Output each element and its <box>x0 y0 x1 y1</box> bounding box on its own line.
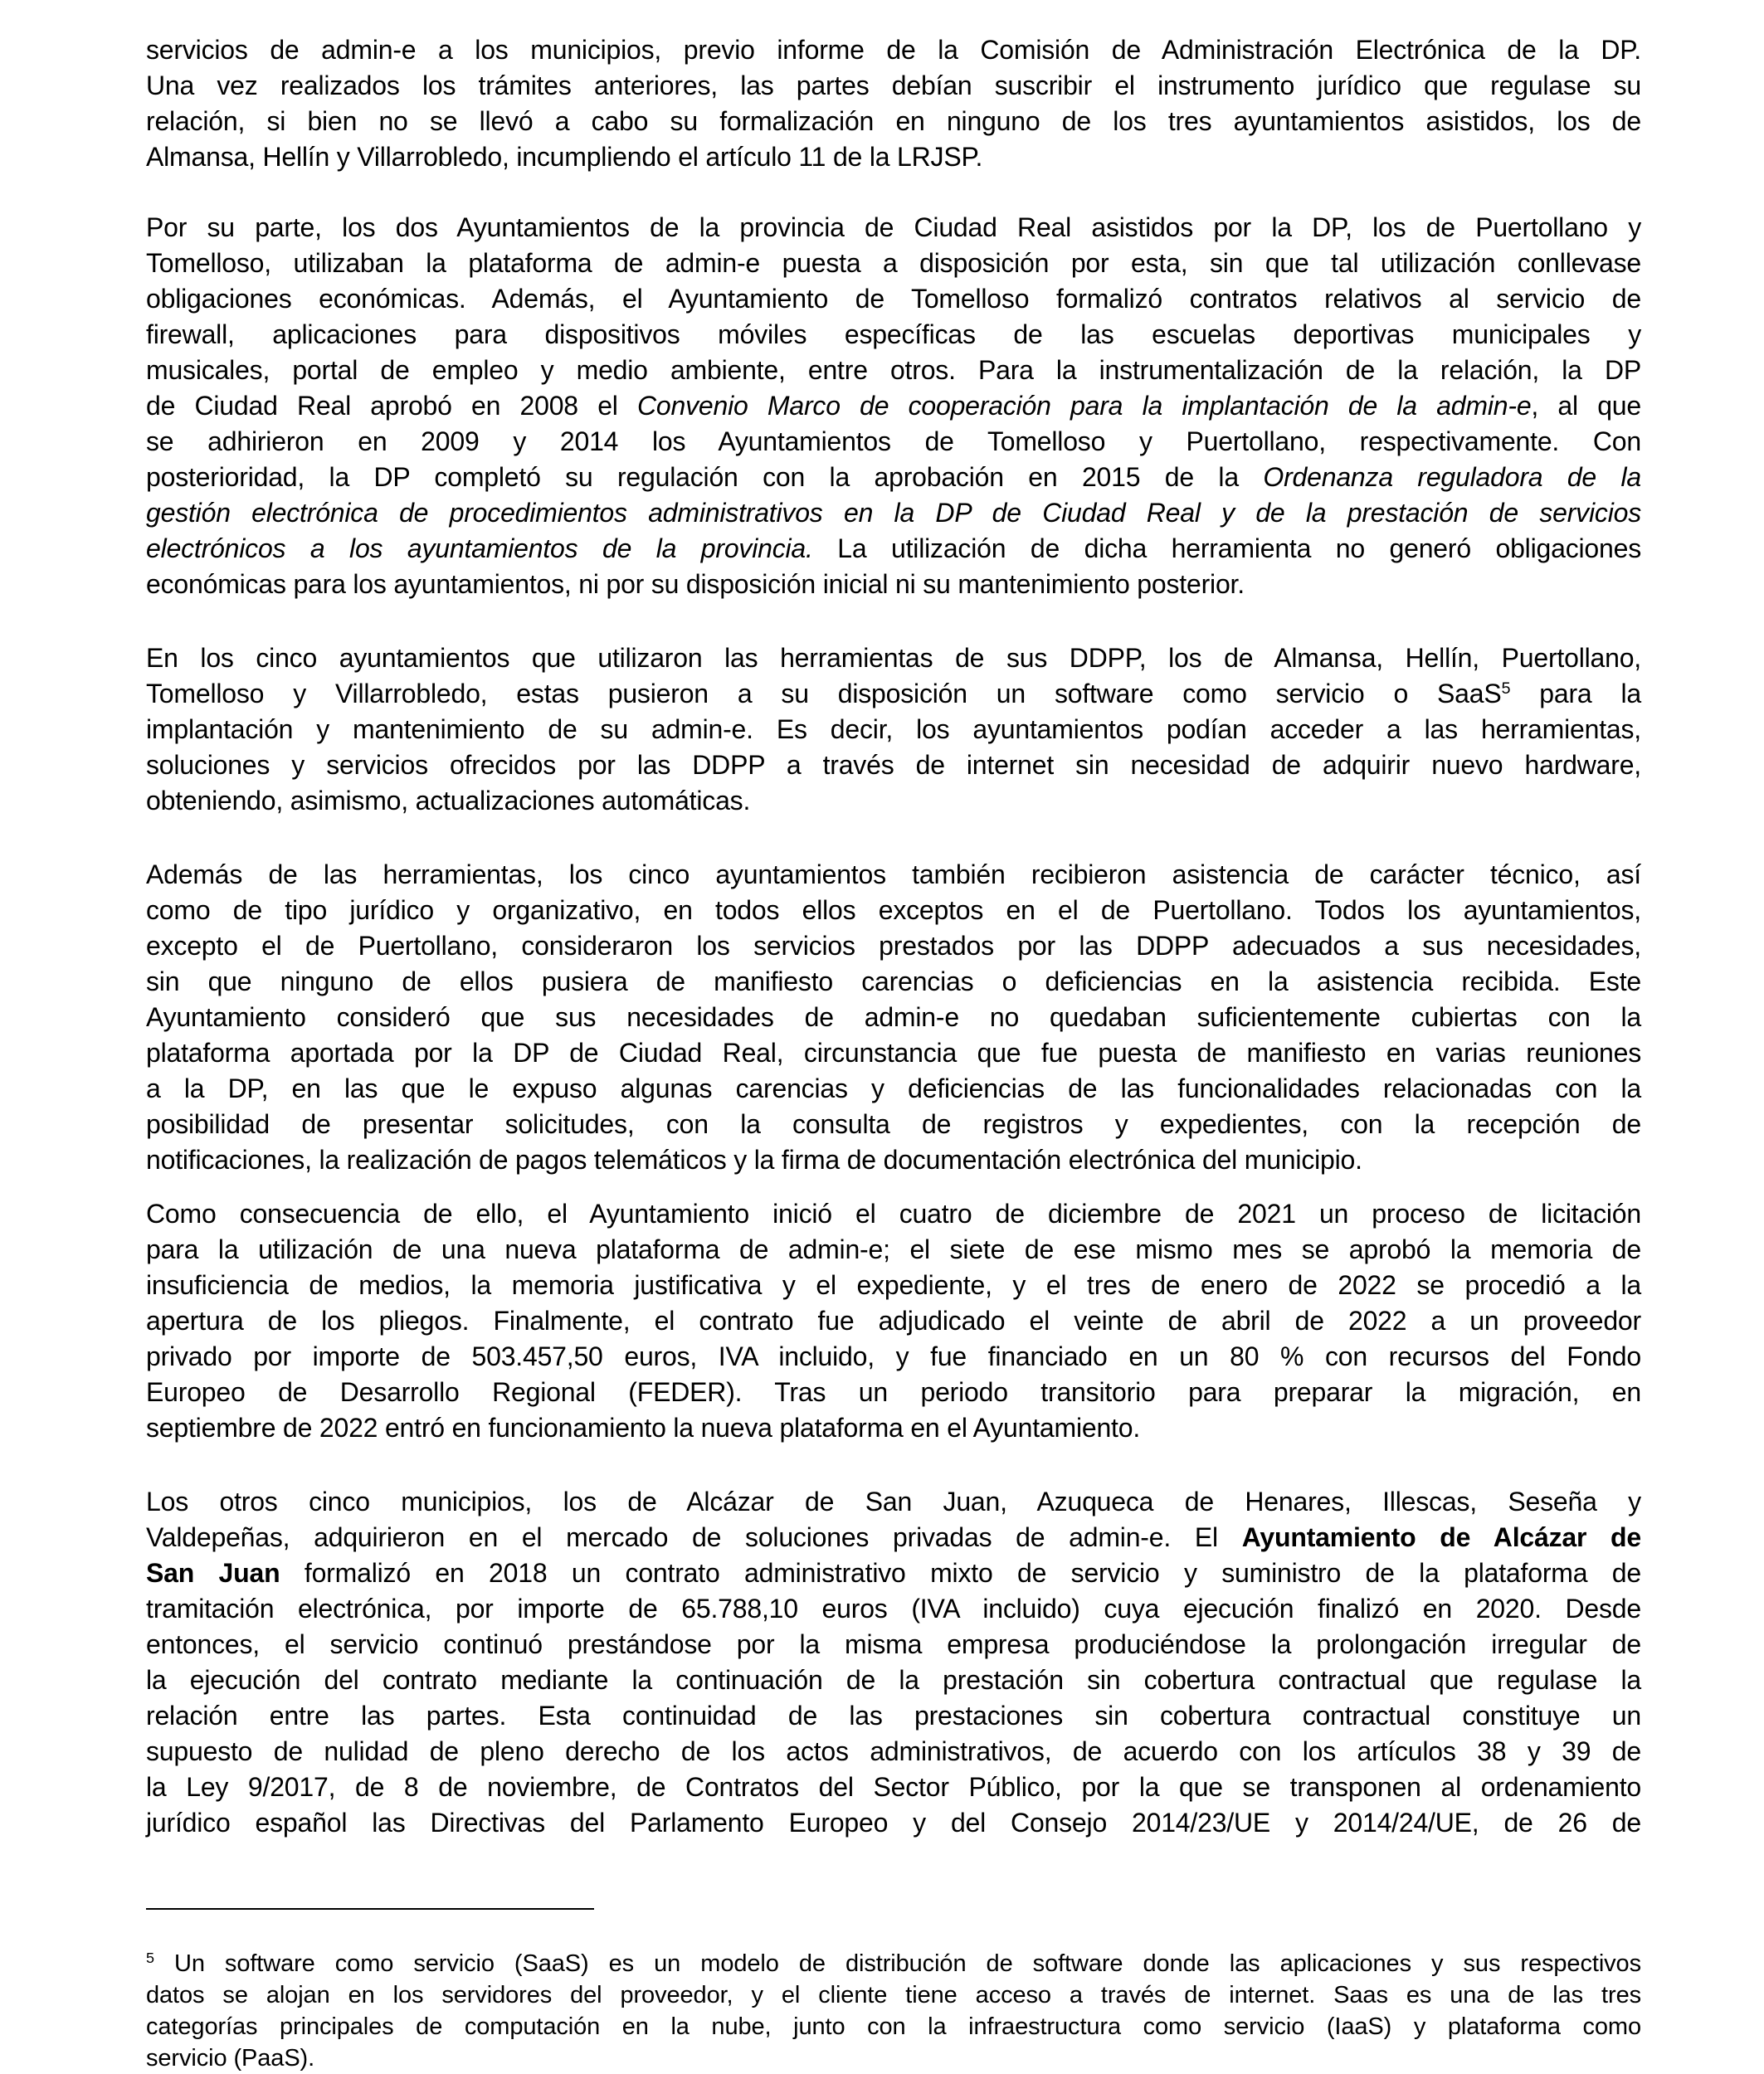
text-segment: Ayuntamiento consideró que sus necesidades de admin-e no quedaban suficientemente cubiertas con la <box>146 1002 1641 1032</box>
text-segment: apertura de los pliegos. Finalmente, el contrato fue adjudicado el veinte de abril de 2022 a un proveedor <box>146 1306 1641 1336</box>
text-line <box>146 1000 1641 1035</box>
text-segment: obligaciones económicas. Además, el Ayuntamiento de Tomelloso formalizó contratos relativos al servicio de <box>146 284 1641 314</box>
text-segment: notificaciones, la realización de pagos telemáticos y la firma de documentación electrónica del municipio. <box>146 1145 1362 1175</box>
text-line <box>146 1734 1641 1770</box>
text-segment: Europeo de Desarrollo Regional (FEDER). Tras un periodo transitorio para preparar la migración, en <box>146 1377 1641 1407</box>
text-segment: privado por importe de 503.457,50 euros, IVA incluido, y fue financiado en un 80 % con recursos del Fondo <box>146 1341 1641 1371</box>
text-line <box>146 32 1641 68</box>
footnote-marker: 5 <box>146 1950 154 1967</box>
text-line <box>146 1107 1641 1142</box>
text-segment: excepto el de Puertollano, consideraron los servicios prestados por las DDPP adecuados a sus necesidades, <box>146 931 1641 961</box>
text-line <box>146 388 1641 424</box>
text-segment: entonces, el servicio continuó prestándose por la misma empresa produciéndose la prolongación irregular de <box>146 1629 1641 1659</box>
text-segment: categorías principales de computación en la nube, junto con la infraestructura como servicio (IaaS) y plataforma como <box>146 2013 1641 2040</box>
text-line <box>146 2042 1641 2074</box>
text-segment: datos se alojan en los servidores del proveedor, y el cliente tiene acceso a través de internet. Saas es una de las tres <box>146 1982 1641 2008</box>
text-line <box>146 495 1641 531</box>
text-line <box>146 712 1641 747</box>
text-segment: Además de las herramientas, los cinco ayuntamientos también recibieron asistencia de carácter técnico, así <box>146 859 1641 889</box>
text-segment: insuficiencia de medios, la memoria justificativa y el expediente, y el tres de enero de 2022 se procedió a la <box>146 1270 1641 1300</box>
footnote-marker: 5 <box>1501 679 1511 699</box>
text-segment: , al que <box>1531 391 1641 421</box>
text-segment: jurídico español las Directivas del Parlamento Europeo y del Consejo 2014/23/UE y 2014/24/UE, de 26 de <box>146 1808 1641 1838</box>
footnote-separator <box>146 1908 594 1910</box>
text-line <box>146 246 1641 281</box>
text-line <box>146 928 1641 964</box>
text-segment: como de tipo jurídico y organizativo, en todos ellos exceptos en el de Puertollano. Todos los ayuntamientos, <box>146 895 1641 925</box>
text-segment: firewall, aplicaciones para dispositivos móviles específicas de las escuelas deportivas municipales y <box>146 319 1641 349</box>
text-segment: Por su parte, los dos Ayuntamientos de la provincia de Ciudad Real asistidos por la DP, los de Puertollano y <box>146 212 1641 242</box>
text-segment: La utilización de dicha herramienta no generó obligaciones <box>812 533 1641 563</box>
text-segment: Ordenanza reguladora de la <box>1263 462 1641 492</box>
text-segment: sin que ninguno de ellos pusiera de manifiesto carencias o deficiencias en la asistencia recibida. Este <box>146 966 1641 996</box>
footnote <box>146 1948 1641 2074</box>
text-line <box>146 139 1641 175</box>
text-line <box>146 2011 1641 2042</box>
text-segment: plataforma aportada por la DP de Ciudad Real, circunstancia que fue puesta de manifiesto en varias reuniones <box>146 1038 1641 1068</box>
text-line <box>146 857 1641 893</box>
text-line <box>146 317 1641 353</box>
text-line <box>146 1556 1641 1591</box>
text-segment: soluciones y servicios ofrecidos por las DDPP a través de internet sin necesidad de adquirir nuevo hardware, <box>146 750 1641 780</box>
text-segment: San Juan <box>146 1558 280 1588</box>
text-line <box>146 1268 1641 1303</box>
text-segment: servicio (PaaS). <box>146 2045 315 2072</box>
text-line <box>146 1627 1641 1663</box>
text-segment: a la DP, en las que le expuso algunas carencias y deficiencias de las funcionalidades relacionadas con la <box>146 1074 1641 1103</box>
text-segment: supuesto de nulidad de pleno derecho de los actos administrativos, de acuerdo con los artículos 38 y 39 de <box>146 1736 1641 1766</box>
text-line <box>146 1303 1641 1339</box>
text-segment: de Ciudad Real aprobó en 2008 el <box>146 391 637 421</box>
text-line <box>146 1035 1641 1071</box>
text-line <box>146 1979 1641 2011</box>
text-segment: relación, si bien no se llevó a cabo su formalización en ninguno de los tres ayuntamientos asistidos, los de <box>146 106 1641 136</box>
paragraph-6 <box>146 1484 1641 1841</box>
text-segment: implantación y mantenimiento de su admin-e. Es decir, los ayuntamientos podían acceder a las herramientas, <box>146 714 1641 744</box>
text-line <box>146 1232 1641 1268</box>
text-line <box>146 747 1641 783</box>
text-segment: posibilidad de presentar solicitudes, con la consulta de registros y expedientes, con la recepción de <box>146 1109 1641 1139</box>
text-line <box>146 1698 1641 1734</box>
text-segment: obteniendo, asimismo, actualizaciones automáticas. <box>146 786 751 815</box>
paragraph-4 <box>146 857 1641 1178</box>
text-segment: la ejecución del contrato mediante la continuación de la prestación sin cobertura contractual que regulase la <box>146 1665 1641 1695</box>
text-segment: tramitación electrónica, por importe de 65.788,10 euros (IVA incluido) cuya ejecución finalizó en 2020. Desde <box>146 1594 1641 1624</box>
text-segment: Los otros cinco municipios, los de Alcázar de San Juan, Azuqueca de Henares, Illescas, Seseña y <box>146 1487 1641 1517</box>
text-segment: se adhirieron en 2009 y 2014 los Ayuntamientos de Tomelloso y Puertollano, respectivamente. Con <box>146 426 1641 456</box>
text-segment: Como consecuencia de ello, el Ayuntamiento inició el cuatro de diciembre de 2021 un proceso de licitación <box>146 1199 1641 1229</box>
text-segment: gestión electrónica de procedimientos administrativos en la DP de Ciudad Real y de la prestación de servicios <box>146 498 1641 528</box>
text-segment: Un software como servicio (SaaS) es un modelo de distribución de software donde las aplicaciones y sus respectivos <box>153 1950 1641 1977</box>
text-segment: Una vez realizados los trámites anteriores, las partes debían suscribir el instrumento jurídico que regulase su <box>146 71 1641 100</box>
text-line <box>146 1663 1641 1698</box>
text-line <box>146 353 1641 388</box>
text-line <box>146 783 1641 819</box>
text-line <box>146 1770 1641 1805</box>
text-segment: Ayuntamiento de Alcázar de <box>1241 1522 1641 1552</box>
paragraph-3 <box>146 640 1641 819</box>
text-segment: En los cinco ayuntamientos que utilizaron las herramientas de sus DDPP, los de Almansa, Hellín, Puertollano, <box>146 643 1641 673</box>
text-segment: electrónicos a los ayuntamientos de la provincia. <box>146 533 813 563</box>
text-line <box>146 676 1641 712</box>
text-line <box>146 68 1641 104</box>
text-line <box>146 1375 1641 1410</box>
text-segment: para la <box>1510 679 1641 708</box>
paragraph-5 <box>146 1196 1641 1446</box>
text-line <box>146 424 1641 460</box>
text-line <box>146 281 1641 317</box>
text-line <box>146 1520 1641 1556</box>
text-segment: septiembre de 2022 entró en funcionamiento la nueva plataforma en el Ayuntamiento. <box>146 1413 1141 1443</box>
text-segment: Tomelloso y Villarrobledo, estas pusieron a su disposición un software como servicio o SaaS <box>146 679 1502 708</box>
text-segment: Almansa, Hellín y Villarrobledo, incumpliendo el artículo 11 de la LRJSP. <box>146 142 983 172</box>
text-segment: económicas para los ayuntamientos, ni por su disposición inicial ni su mantenimiento posterior. <box>146 569 1245 599</box>
text-line <box>146 893 1641 928</box>
text-segment: formalizó en 2018 un contrato administrativo mixto de servicio y suministro de la plataforma de <box>280 1558 1641 1588</box>
text-line <box>146 1339 1641 1375</box>
text-line <box>146 531 1641 567</box>
text-line <box>146 460 1641 495</box>
text-segment: Tomelloso, utilizaban la plataforma de admin-e puesta a disposición por esta, sin que tal utilización conllevase <box>146 248 1641 278</box>
text-segment: para la utilización de una nueva plataforma de admin-e; el siete de ese mismo mes se aprobó la memoria de <box>146 1234 1641 1264</box>
text-segment: musicales, portal de empleo y medio ambiente, entre otros. Para la instrumentalización de la relación, la DP <box>146 355 1641 385</box>
paragraph-2 <box>146 210 1641 602</box>
text-line <box>146 1591 1641 1627</box>
text-segment: relación entre las partes. Esta continuidad de las prestaciones sin cobertura contractual constituye un <box>146 1701 1641 1731</box>
text-segment: posterioridad, la DP completó su regulación con la aprobación en 2015 de la <box>146 462 1264 492</box>
text-line <box>146 1071 1641 1107</box>
text-line <box>146 640 1641 676</box>
text-line <box>146 104 1641 139</box>
paragraph-1 <box>146 32 1641 175</box>
text-line <box>146 1484 1641 1520</box>
text-segment: Valdepeñas, adquirieron en el mercado de soluciones privadas de admin-e. El <box>146 1522 1242 1552</box>
text-line <box>146 1805 1641 1841</box>
text-segment: Convenio Marco de cooperación para la implantación de la admin-e <box>637 391 1532 421</box>
text-line <box>146 1410 1641 1446</box>
text-line <box>146 964 1641 1000</box>
text-line <box>146 1142 1641 1178</box>
text-line <box>146 1196 1641 1232</box>
text-line <box>146 567 1641 602</box>
text-line <box>146 1948 1641 1979</box>
text-segment: servicios de admin-e a los municipios, previo informe de la Comisión de Administración Electrónica de la DP. <box>146 35 1641 65</box>
text-segment: la Ley 9/2017, de 8 de noviembre, de Contratos del Sector Público, por la que se transponen al ordenamiento <box>146 1772 1641 1802</box>
text-line <box>146 210 1641 246</box>
